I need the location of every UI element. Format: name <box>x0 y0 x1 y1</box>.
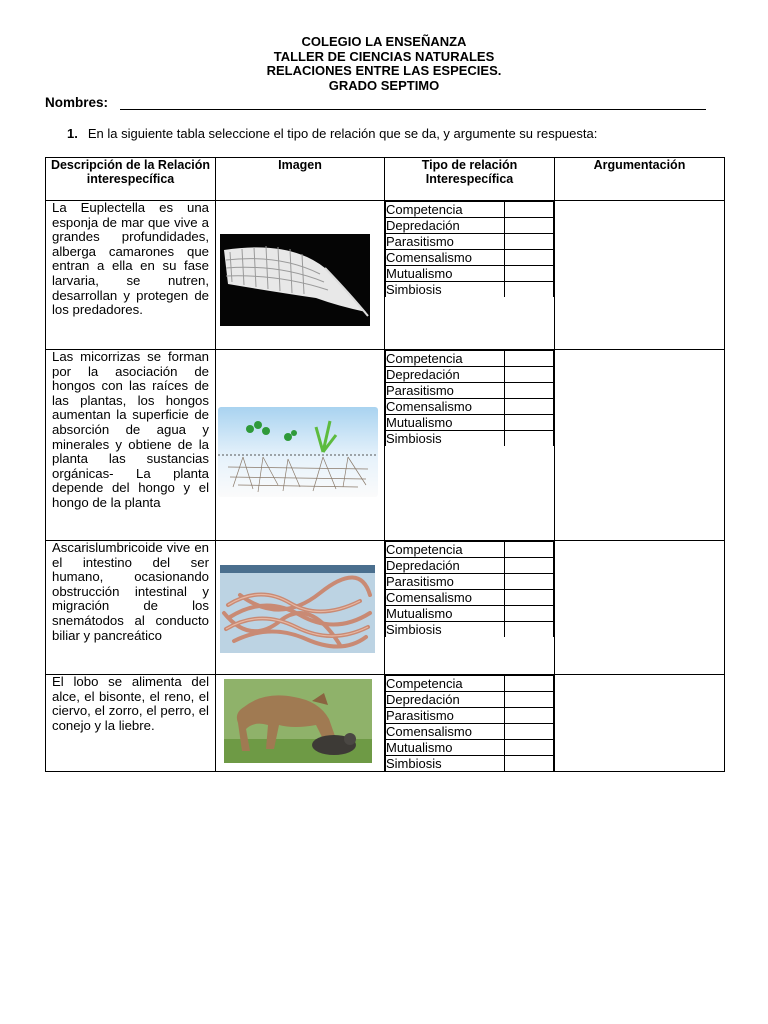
names-blank-line[interactable] <box>120 109 706 110</box>
option-parasitismo: Parasitismo <box>386 234 505 250</box>
option-parasitismo: Parasitismo <box>386 383 505 399</box>
option-checkbox[interactable] <box>505 606 554 622</box>
option-simbiosis: Simbiosis <box>386 756 505 772</box>
option-parasitismo: Parasitismo <box>386 574 505 590</box>
row-image-cell <box>216 675 385 772</box>
row-description: El lobo se alimenta del alce, el bisonte, el reno, el ciervo, el zorro, el perro, el conejo y la liebre. <box>46 675 216 772</box>
question-text: En la siguiente tabla seleccione el tipo de relación que se da, y argumente su respuesta: <box>87 126 598 141</box>
option-checkbox[interactable] <box>505 756 554 772</box>
option-checkbox[interactable] <box>505 383 554 399</box>
option-competencia: Competencia <box>386 676 505 692</box>
option-simbiosis: Simbiosis <box>386 622 505 638</box>
row-argument-field[interactable] <box>555 350 725 541</box>
option-checkbox[interactable] <box>505 542 554 558</box>
option-comensalismo: Comensalismo <box>386 590 505 606</box>
option-simbiosis: Simbiosis <box>386 282 505 298</box>
option-checkbox[interactable] <box>505 250 554 266</box>
option-checkbox[interactable] <box>505 399 554 415</box>
row-image-cell <box>216 350 385 541</box>
table-row <box>46 675 725 772</box>
header-image: Imagen <box>216 158 385 201</box>
row-type-options <box>385 350 555 541</box>
names-label: Nombres: <box>45 95 109 110</box>
option-depredacion: Depredación <box>386 558 505 574</box>
question-1 <box>67 126 597 141</box>
option-checkbox[interactable] <box>505 218 554 234</box>
mycorrhiza-image <box>218 407 378 497</box>
option-depredacion: Depredación <box>386 218 505 234</box>
option-checkbox[interactable] <box>505 202 554 218</box>
option-competencia: Competencia <box>386 542 505 558</box>
option-depredacion: Depredación <box>386 692 505 708</box>
option-checkbox[interactable] <box>505 676 554 692</box>
option-mutualismo: Mutualismo <box>386 266 505 282</box>
row-type-options <box>385 541 555 675</box>
row-image-cell <box>216 201 385 350</box>
header-type: Tipo de relación Interespecífica <box>385 158 555 201</box>
relations-table <box>45 157 725 772</box>
row-argument-field[interactable] <box>555 541 725 675</box>
row-description: La Euplectella es una esponja de mar que vive a grandes profundidades, alberga camarones que entran a ella en su fase larvaria, se nutren, desarrollan y protegen de los predadores. <box>46 201 216 350</box>
option-mutualismo: Mutualismo <box>386 415 505 431</box>
table-row <box>46 350 725 541</box>
topic-title: RELACIONES ENTRE LAS ESPECIES. <box>266 63 502 79</box>
option-checkbox[interactable] <box>505 415 554 431</box>
option-checkbox[interactable] <box>505 367 554 383</box>
option-checkbox[interactable] <box>505 558 554 574</box>
option-checkbox[interactable] <box>505 431 554 447</box>
option-checkbox[interactable] <box>505 351 554 367</box>
table-header-row <box>46 158 725 201</box>
table-row <box>46 201 725 350</box>
option-competencia: Competencia <box>386 351 505 367</box>
option-mutualismo: Mutualismo <box>386 740 505 756</box>
row-type-options <box>385 675 555 772</box>
option-checkbox[interactable] <box>505 708 554 724</box>
option-checkbox[interactable] <box>505 574 554 590</box>
sponge-image <box>220 234 370 326</box>
header-argument: Argumentación <box>555 158 725 201</box>
row-type-options <box>385 201 555 350</box>
option-checkbox[interactable] <box>505 266 554 282</box>
header-description: Descripción de la Relación interespecífica <box>46 158 216 201</box>
row-image-cell <box>216 541 385 675</box>
option-depredacion: Depredación <box>386 367 505 383</box>
wolf-image <box>224 679 372 763</box>
option-competencia: Competencia <box>386 202 505 218</box>
option-mutualismo: Mutualismo <box>386 606 505 622</box>
table-row <box>46 541 725 675</box>
row-argument-field[interactable] <box>555 201 725 350</box>
option-checkbox[interactable] <box>505 622 554 638</box>
option-checkbox[interactable] <box>505 692 554 708</box>
option-comensalismo: Comensalismo <box>386 399 505 415</box>
option-parasitismo: Parasitismo <box>386 708 505 724</box>
document-header <box>0 35 768 93</box>
option-comensalismo: Comensalismo <box>386 250 505 266</box>
option-checkbox[interactable] <box>505 234 554 250</box>
row-description: Las micorrizas se forman por la asociación de hongos con las raíces de las plantas, los hongos aumentan la superficie de absorción de agua y minerales y obtiene de la planta las sustancias orgánicas- La planta depende del hongo y el hongo de la planta <box>46 350 216 541</box>
option-simbiosis: Simbiosis <box>386 431 505 447</box>
workshop-title: TALLER DE CIENCIAS NATURALES <box>273 48 495 64</box>
school-name: COLEGIO LA ENSEÑANZA <box>301 34 467 49</box>
worms-image <box>220 565 375 653</box>
grade-title: GRADO SEPTIMO <box>328 77 440 93</box>
row-argument-field[interactable] <box>555 675 725 772</box>
option-comensalismo: Comensalismo <box>386 724 505 740</box>
option-checkbox[interactable] <box>505 590 554 606</box>
option-checkbox[interactable] <box>505 740 554 756</box>
option-checkbox[interactable] <box>505 282 554 298</box>
option-checkbox[interactable] <box>505 724 554 740</box>
question-number: 1. <box>67 126 78 141</box>
row-description: Ascarislumbricoide vive en el intestino del ser humano, ocasionando obstrucción intestinal y migración de los snemátodos al conducto biliar y pancreático <box>46 541 216 675</box>
